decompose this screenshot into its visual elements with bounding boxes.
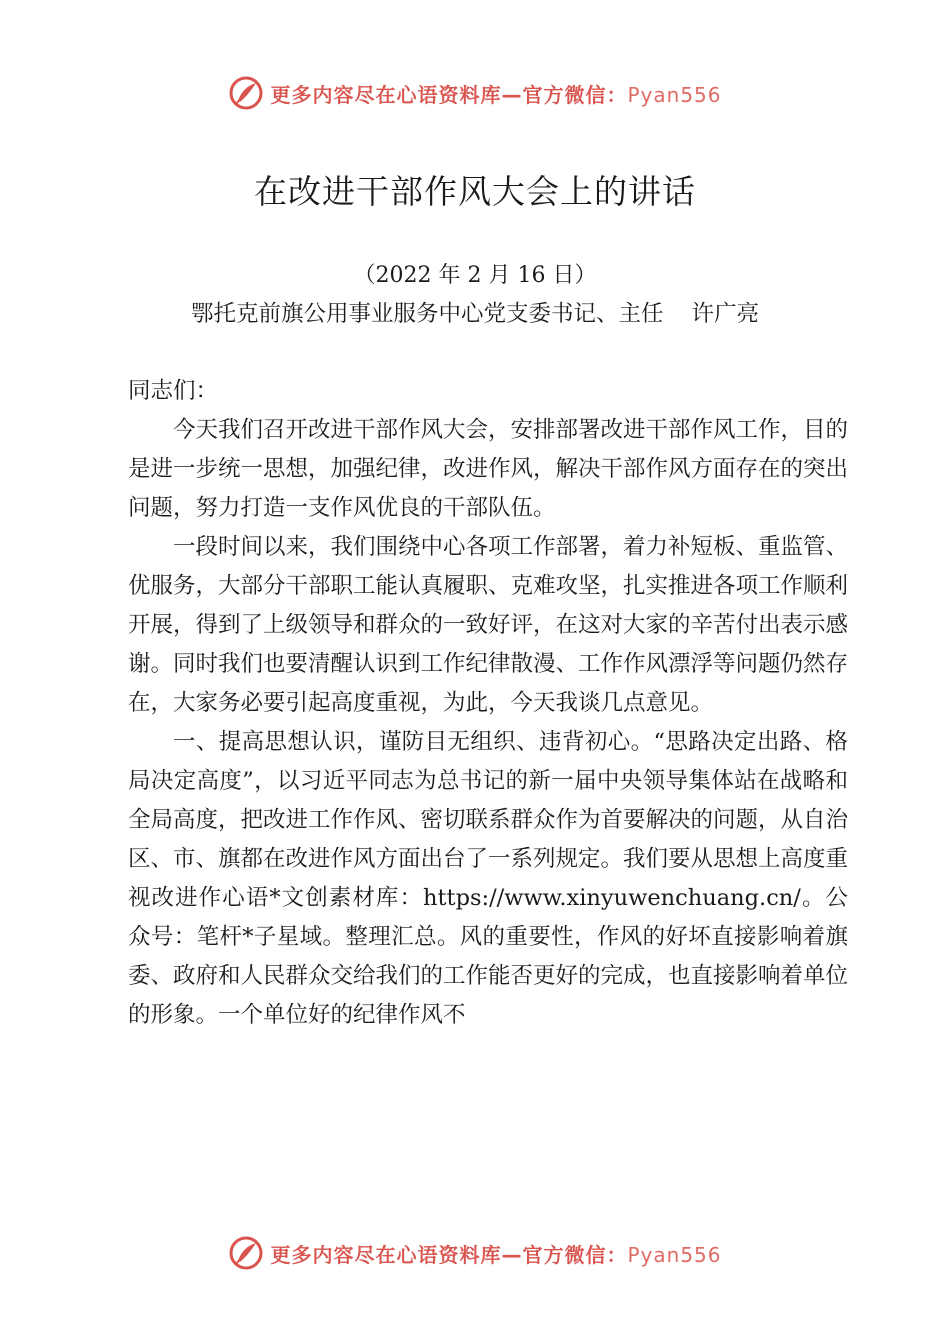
- header-banner: [0, 73, 950, 113]
- author-name: 许广亮: [691, 301, 760, 327]
- banner-slogan: 更多内容尽在心语资料库—官方微信：: [270, 1242, 628, 1267]
- logo-icon: [228, 1235, 264, 1271]
- banner-text: [270, 1239, 721, 1268]
- salutation: 同志们：: [128, 378, 219, 404]
- paragraph: 今天我们召开改进干部作风大会，安排部署改进干部作风工作，目的是进一步统一思想，加强纪律，改进作风，解决干部作风方面存在的突出问题，努力打造一支作风优良的干部队伍。: [128, 417, 849, 521]
- document-date: （2022 年 2 月 16 日）: [353, 263, 597, 288]
- paragraph: 一段时间以来，我们围绕中心各项工作部署，着力补短板、重监管、优服务，大部分干部职工能认真履职、克难攻坚，扎实推进各项工作顺利开展，得到了上级领导和群众的一致好评，在这对大家的辛苦付出表示感谢。同时我们也要清醒认识到工作纪律散漫、工作作风漂浮等问题仍然存在，大家务必要引起高度重视，为此，今天我谈几点意见。: [128, 534, 849, 716]
- wechat-id: Pyan556: [627, 82, 722, 107]
- banner-text: [270, 79, 721, 108]
- document-title: 在改进干部作风大会上的讲话: [254, 172, 696, 211]
- banner-slogan: 更多内容尽在心语资料库—官方微信：: [270, 82, 628, 107]
- footer-banner: [0, 1233, 950, 1273]
- logo-icon: [228, 75, 264, 111]
- author-line: [0, 296, 950, 328]
- document-body: [128, 372, 848, 1035]
- author-title: 鄂托克前旗公用事业服务中心党支委书记、主任: [190, 301, 664, 327]
- paragraph: 一、提高思想认识，谨防目无组织、违背初心。“思路决定出路、格局决定高度”，以习近平同志为总书记的新一届中央领导集体站在战略和全局高度，把改进工作作风、密切联系群众作为首要解决的问题，从自治区、市、旗都在改进作风方面出台了一系列规定。我们要从思想上高度重视改进作心语*文创素材库：https://www.xinyuwenchuang.cn/。公众号：笔杆*子星域。整理汇总。风的重要性，作风的好坏直接影响着旗委、政府和人民群众交给我们的工作能否更好的完成，也直接影响着单位的形象。一个单位好的纪律作风不: [128, 729, 849, 1028]
- wechat-id: Pyan556: [627, 1242, 722, 1267]
